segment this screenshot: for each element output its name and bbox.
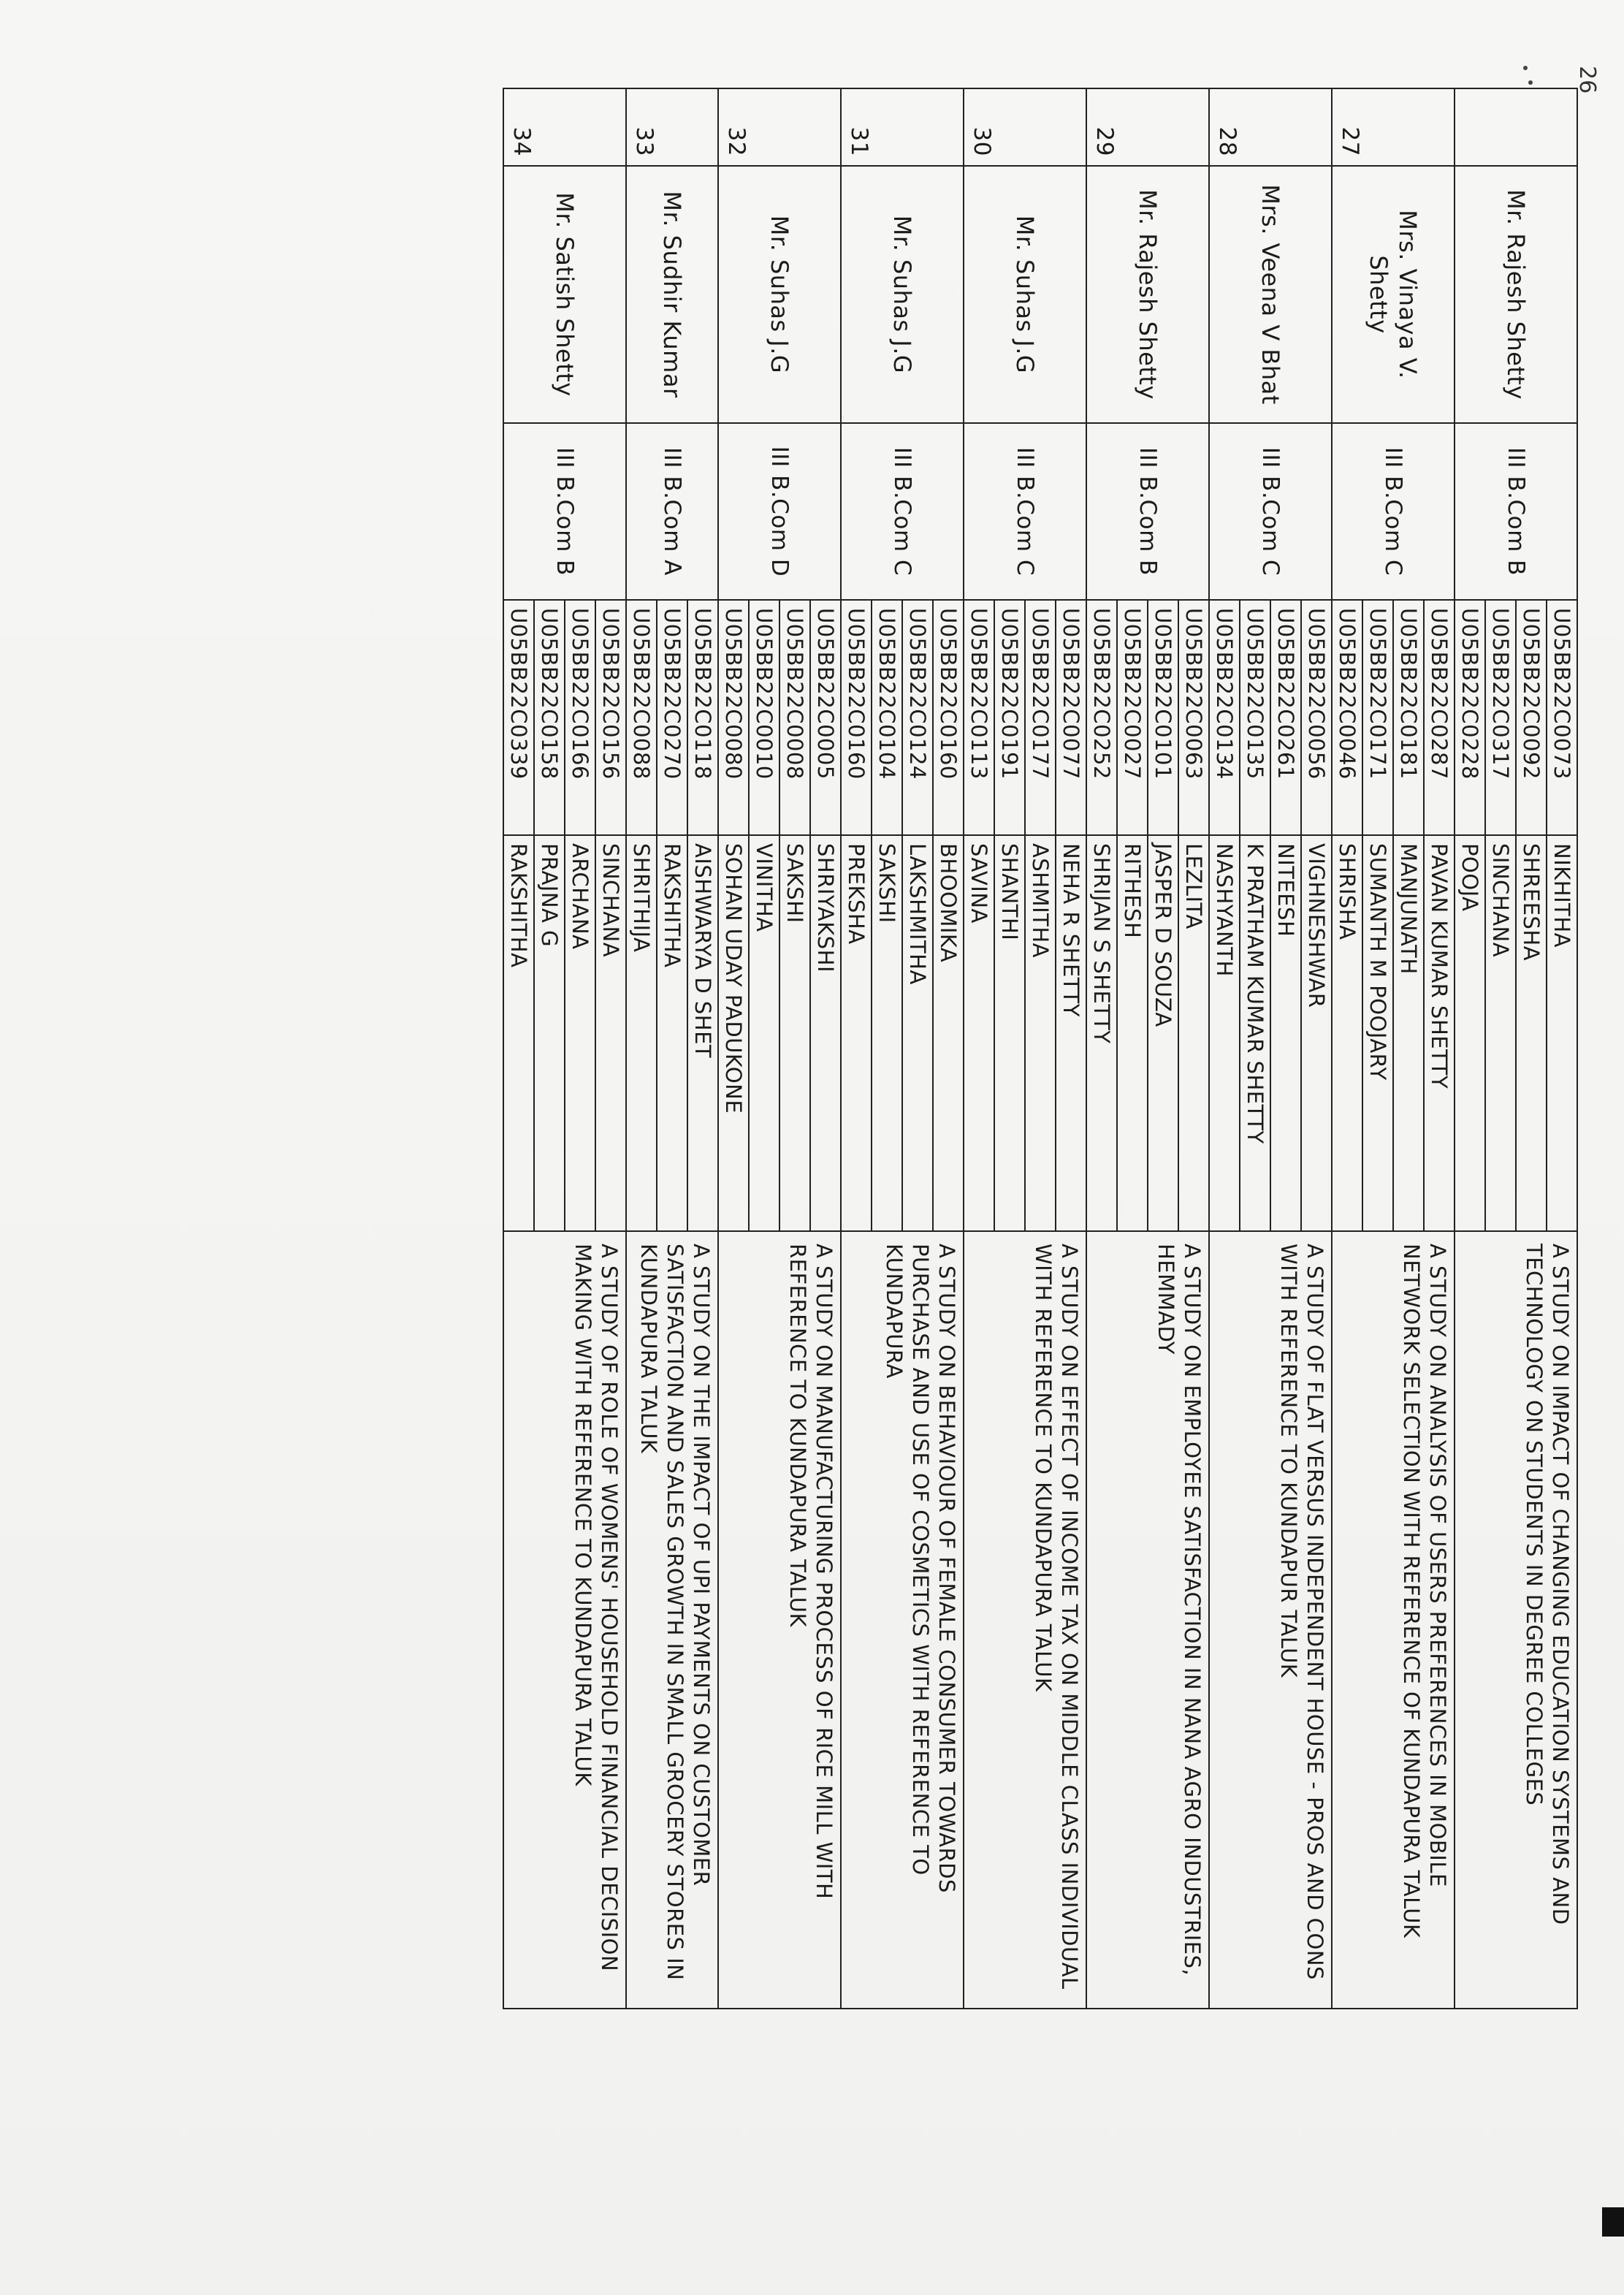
- class-name: III B.Com C: [841, 423, 964, 600]
- project-topic: A STUDY ON EMPLOYEE SATISFACTION IN NANA AGRO INDUSTRIES, HEMMADY: [1086, 1231, 1209, 2009]
- student-name: SINCHANA: [1485, 835, 1516, 1231]
- student-name: JASPER D SOUZA: [1148, 835, 1178, 1231]
- register-number: U05BB22C0008: [779, 600, 810, 835]
- class-name: III B.Com C: [1209, 423, 1332, 600]
- student-name: RITHESH: [1117, 835, 1148, 1231]
- register-number: U05BB22C0056: [1301, 600, 1332, 835]
- student-name: ASHMITHA: [1025, 835, 1056, 1231]
- student-name: RAKSHITHA: [503, 835, 534, 1231]
- student-name: SHRIYAKSHI: [810, 835, 841, 1231]
- student-name: SAKSHI: [872, 835, 902, 1231]
- student-name: NEHA R SHETTY: [1056, 835, 1086, 1231]
- table-row: [687, 88, 718, 2009]
- guide-name: Mr. Rajesh Shetty: [1086, 166, 1209, 423]
- register-number: U05BB22C0287: [1424, 600, 1455, 835]
- student-name: PREKSHA: [841, 835, 872, 1231]
- student-name: VINITHA: [749, 835, 779, 1231]
- serial-number: 27: [1332, 88, 1455, 166]
- table-row: [1547, 88, 1577, 2009]
- student-name: NASHYANTH: [1209, 835, 1240, 1231]
- guide-name: Mr. Sudhir Kumar: [626, 166, 718, 423]
- project-topic: A STUDY OF ROLE OF WOMENS' HOUSEHOLD FINANCIAL DECISION MAKING WITH REFERENCE TO KUNDAPURA TALUK: [503, 1231, 626, 2009]
- register-number: U05BB22C0104: [872, 600, 902, 835]
- student-name: SOHAN UDAY PADUKONE: [718, 835, 749, 1231]
- class-name: III B.Com A: [626, 423, 718, 600]
- serial-number: 34: [503, 88, 626, 166]
- guide-name: Mr. Satish Shetty: [503, 166, 626, 423]
- register-number: U05BB22C0073: [1547, 600, 1577, 835]
- register-number: U05BB22C0118: [687, 600, 718, 835]
- table-row: [1056, 88, 1086, 2009]
- student-name: SUMANTH M POOJARY: [1362, 835, 1393, 1231]
- table-row: [1301, 88, 1332, 2009]
- register-number: U05BB22C0005: [810, 600, 841, 835]
- student-name: AISHWARYA D SHET: [687, 835, 718, 1231]
- guide-name: Mr. Suhas J.G: [841, 166, 964, 423]
- project-topic: A STUDY ON MANUFACTURING PROCESS OF RICE MILL WITH REFERENCE TO KUNDAPURA TALUK: [718, 1231, 841, 2009]
- register-number: U05BB22C0010: [749, 600, 779, 835]
- class-name: III B.Com B: [503, 423, 626, 600]
- student-name: VIGHNESHWAR: [1301, 835, 1332, 1231]
- student-name: LAKSHMITHA: [902, 835, 933, 1231]
- table-row: [1424, 88, 1455, 2009]
- project-topic: A STUDY ON EFFECT OF INCOME TAX ON MIDDLE CLASS INDIVIDUAL WITH REFERENCE TO KUNDAPURA TALUK: [964, 1231, 1086, 2009]
- student-name: SHANTHI: [994, 835, 1025, 1231]
- serial-number: 33: [626, 88, 718, 166]
- student-name: SHREESHA: [1516, 835, 1547, 1231]
- speck: [1523, 66, 1528, 70]
- table-row: [810, 88, 841, 2009]
- register-number: U05BB22C0191: [994, 600, 1025, 835]
- project-topic: A STUDY ON IMPACT OF CHANGING EDUCATION SYSTEMS AND TECHNOLOGY ON STUDENTS IN DEGREE COLLEGES: [1455, 1231, 1577, 2009]
- register-number: U05BB22C0027: [1117, 600, 1148, 835]
- register-number: U05BB22C0101: [1148, 600, 1178, 835]
- student-name: SHRITHIJA: [626, 835, 657, 1231]
- register-number: U05BB22C0080: [718, 600, 749, 835]
- project-topic: A STUDY ON ANALYSIS OF USERS PREFERENCES IN MOBILE NETWORK SELECTION WITH REFERENCE OF KUNDAPURA TALUK: [1332, 1231, 1455, 2009]
- student-name: PAVAN KUMAR SHETTY: [1424, 835, 1455, 1231]
- project-allocation-table: [503, 88, 1578, 2009]
- student-name: K PRATHAM KUMAR SHETTY: [1240, 835, 1270, 1231]
- table-row: [933, 88, 964, 2009]
- student-name: LEZLITA: [1178, 835, 1209, 1231]
- register-number: U05BB22C0177: [1025, 600, 1056, 835]
- student-name: PRAJNA G: [534, 835, 565, 1231]
- serial-number: 31: [841, 88, 964, 166]
- register-number: U05BB22C0088: [626, 600, 657, 835]
- student-name: BHOOMIKA: [933, 835, 964, 1231]
- register-number: U05BB22C0092: [1516, 600, 1547, 835]
- class-name: III B.Com C: [1332, 423, 1455, 600]
- guide-name: Mr. Rajesh Shetty: [1455, 166, 1577, 423]
- register-number: U05BB22C0158: [534, 600, 565, 835]
- register-number: U05BB22C0063: [1178, 600, 1209, 835]
- project-topic: A STUDY OF FLAT VERSUS INDEPENDENT HOUSE - PROS AND CONS WITH REFERENCE TO KUNDAPUR TALUK: [1209, 1231, 1332, 2009]
- student-name: SAVINA: [964, 835, 994, 1231]
- register-number: U05BB22C0160: [841, 600, 872, 835]
- register-number: U05BB22C0171: [1362, 600, 1393, 835]
- register-number: U05BB22C0317: [1485, 600, 1516, 835]
- project-topic: A STUDY ON THE IMPACT OF UPI PAYMENTS ON CUSTOMER SATISFACTION AND SALES GROWTH IN SMALL GROCERY STORES IN KUNDAPURA TALUK: [626, 1231, 718, 2009]
- class-name: III B.Com B: [1086, 423, 1209, 600]
- student-name: SINCHANA: [595, 835, 626, 1231]
- table-row: [595, 88, 626, 2009]
- page-number: 26: [1574, 66, 1600, 94]
- table-row: [1178, 88, 1209, 2009]
- serial-number: [1455, 88, 1577, 166]
- serial-number: 29: [1086, 88, 1209, 166]
- student-name: NITEESH: [1270, 835, 1301, 1231]
- register-number: U05BB22C0160: [933, 600, 964, 835]
- guide-name: Mrs. Veena V Bhat: [1209, 166, 1332, 423]
- register-number: U05BB22C0166: [565, 600, 595, 835]
- guide-name: Mrs. Vinaya V. Shetty: [1332, 166, 1455, 423]
- student-name: POOJA: [1455, 835, 1485, 1231]
- register-number: U05BB22C0124: [902, 600, 933, 835]
- class-name: III B.Com C: [964, 423, 1086, 600]
- register-number: U05BB22C0113: [964, 600, 994, 835]
- student-name: SHRIJAN S SHETTY: [1086, 835, 1117, 1231]
- register-number: U05BB22C0156: [595, 600, 626, 835]
- rotated-content: [88, 66, 1600, 2009]
- student-name: SHRISHA: [1332, 835, 1362, 1231]
- student-name: ARCHANA: [565, 835, 595, 1231]
- guide-name: Mr. Suhas J.G: [718, 166, 841, 423]
- serial-number: 32: [718, 88, 841, 166]
- register-number: U05BB22C0046: [1332, 600, 1362, 835]
- student-name: NIKHITHA: [1547, 835, 1577, 1231]
- student-name: MANJUNATH: [1393, 835, 1424, 1231]
- scan-mark: [1602, 2207, 1624, 2237]
- class-name: III B.Com D: [718, 423, 841, 600]
- register-number: U05BB22C0339: [503, 600, 534, 835]
- serial-number: 30: [964, 88, 1086, 166]
- speck: [1528, 80, 1533, 85]
- serial-number: 28: [1209, 88, 1332, 166]
- student-name: SAKSHI: [779, 835, 810, 1231]
- student-name: RAKSHITHA: [657, 835, 687, 1231]
- project-topic: A STUDY ON BEHAVIOUR OF FEMALE CONSUMER TOWARDS PURCHASE AND USE OF COSMETICS WITH REFERENCE TO KUNDAPURA: [841, 1231, 964, 2009]
- register-number: U05BB22C0181: [1393, 600, 1424, 835]
- register-number: U05BB22C0077: [1056, 600, 1086, 835]
- register-number: U05BB22C0261: [1270, 600, 1301, 835]
- register-number: U05BB22C0228: [1455, 600, 1485, 835]
- guide-name: Mr. Suhas J.G: [964, 166, 1086, 423]
- register-number: U05BB22C0270: [657, 600, 687, 835]
- register-number: U05BB22C0135: [1240, 600, 1270, 835]
- register-number: U05BB22C0134: [1209, 600, 1240, 835]
- register-number: U05BB22C0252: [1086, 600, 1117, 835]
- class-name: III B.Com B: [1455, 423, 1577, 600]
